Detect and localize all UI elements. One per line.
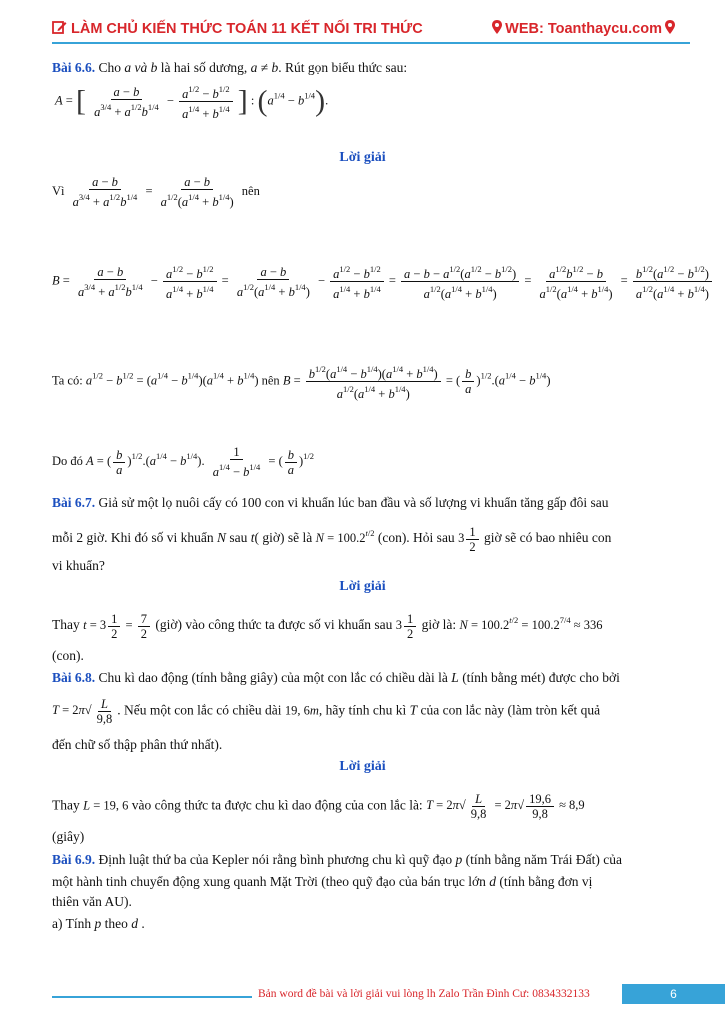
map-pin-icon bbox=[492, 20, 502, 38]
problem-6-9-line-3: thiên văn AU). bbox=[52, 894, 132, 909]
problem-6-9-line-2: một hành tinh chuyển động xung quanh Mặt Trời (theo quỹ đạo của bán trục lớn d (tính bằng đơn vị bbox=[52, 874, 593, 889]
problem-6-8-line-2: T = 2π√ $\frac{L}{9,8}$ . Nếu một con lắc có chiều dài 19, 6m, hãy tính chu kì T của con lắc này (làm tròn kết quả bbox=[52, 697, 601, 726]
problem-6-9-line-4: a) Tính p theo d . bbox=[52, 916, 145, 931]
problem-title: Bài 6.7. bbox=[52, 495, 96, 510]
header-title: LÀM CHỦ KIẾN THỨC TOÁN 11 KẾT NỐI TRI THỨC bbox=[71, 21, 423, 37]
edit-icon bbox=[52, 20, 67, 38]
problem-6-7-line-3: vi khuẩn? bbox=[52, 558, 105, 573]
problem-title: Bài 6.9. bbox=[52, 852, 96, 867]
solution-6-8-line-1: Thay L = 19, 6 vào công thức ta được chu kì dao động của con lắc là: T = 2π√ $\frac{L}{9,8}$ = 2π√ $\frac{19,6}{9,8}$ ≈ 8,9 bbox=[52, 792, 585, 821]
footer-divider bbox=[52, 996, 252, 998]
problem-6-8-line-3: đến chữ số thập phân thứ nhất). bbox=[52, 737, 223, 752]
footer-text: Bản word đề bài và lời giải vui lòng lh Zalo Trần Đình Cư: 0834332133 bbox=[258, 988, 590, 1000]
solution-heading: Lời giải bbox=[339, 150, 386, 165]
solution-6-7-line-2: (con). bbox=[52, 648, 84, 663]
solution-6-8-line-2: (giây) bbox=[52, 829, 85, 844]
solution-heading: Lời giải bbox=[339, 579, 386, 594]
formula-step-3: Ta có: $a^{1/2} - b^{1/2} = (a^{1/4} - b^{1/4})(a^{1/4} + b^{1/4})$ nên B = $\frac{b^{1/2}(a^{1/4} - b^{1/4})(a^{1/4} + b^{1/4})}{a^{1/2}(a^{1/4} + b^{1/4})}$ = ( $\frac{b}{a}$ )$^{1/2}.(a^{1/4} - b^{1/4})$ bbox=[52, 364, 551, 401]
header-website[interactable]: WEB: Toanthaycu.com bbox=[505, 21, 662, 37]
problem-6-9-line-1: Bài 6.9. Định luật thứ ba của Kepler nói rằng bình phương chu kì quỹ đạo p (tính bằng năm Trái Đất) của bbox=[52, 852, 622, 867]
formula-result: Do đó A = ( $\frac{b}{a}$ )$^{1/2}.(a^{1/4} - b^{1/4})$. $\frac{1}{a^{1/4} - b^{1/4}}$ = ( $\frac{b}{a}$ )$^{1/2}$ bbox=[52, 445, 315, 479]
solution-6-7-line-1: Thay t = 3 $\frac{1}{2}$ = $\frac{7}{2}$ (giờ) vào công thức ta được số vi khuẩn sau 3 $\frac{1}{2}$ giờ là: $N = 100.2^{t/2} = 100.2^{7/4} \approx 336$ bbox=[52, 611, 603, 641]
header-right[interactable] bbox=[492, 20, 675, 38]
header-left bbox=[52, 20, 423, 38]
problem-6-8-line-1: Bài 6.8. Chu kì dao động (tính bằng giây) của một con lắc có chiều dài là L (tính bằng mét) được cho bởi bbox=[52, 670, 620, 685]
formula-step-1: Vì $\frac{a - b}{a^{3/4} + a^{1/2}b^{1/4}}$ = $\frac{a - b}{a^{1/2}(a^{1/4} + b^{1/4})}$ nên bbox=[52, 175, 260, 209]
problem-6-7-line-2: mỗi 2 giờ. Khi đó số vi khuẩn N sau t( giờ) sẽ là $N = 100.2^{t/2}$ (con). Hỏi sau 3 $\frac{1}{2}$ giờ sẽ có bao nhiêu con bbox=[52, 524, 612, 554]
page-header bbox=[0, 10, 725, 42]
page-number: 6 bbox=[622, 984, 725, 1004]
problem-6-6-statement: Bài 6.6. Cho a và b là hai số dương, a ≠ b. Rút gọn biểu thức sau: bbox=[52, 60, 408, 75]
problem-title: Bài 6.6. bbox=[52, 60, 96, 75]
formula-A: A = [ $\frac{a - b}{a^{3/4} + a^{1/2}b^{1/4}}$ − $\frac{a^{1/2} - b^{1/2}}{a^{1/4} + b^{1/4}}$ ] : $(a^{1/4} - b^{1/4})$. bbox=[55, 84, 329, 121]
formula-B: B = $\frac{a - b}{a^{3/4} + a^{1/2}b^{1/4}}$ − $\frac{a^{1/2} - b^{1/2}}{a^{1/4} + b^{1/4}}$ = $\frac{a - b}{a^{1/2}(a^{1/4} + b^{1/4})}$ − $\frac{a^{1/2} - b^{1/2}}{a^{1/4} + b^{1/4}}$ = $\frac{a - b - a^{1/2}(a^{1/2} - b^{1/2})}{a^{1/2}(a^{1/4} + b^{1/4})}$ = $\frac{a^{1/2}b^{1/2} - b}{a^{1/2}(a^{1/4} + b^{1/4})}$ = $\frac{b^{1/2}(a^{1/2} - b^{1/2})}{a^{1/2}(a^{1/4} + b^{1/4})}$ bbox=[52, 262, 682, 301]
problem-6-7-line-1: Bài 6.7. Giả sử một lọ nuôi cấy có 100 con vi khuẩn lúc ban đầu và số lượng vi khuẩn tăng gấp đôi sau bbox=[52, 495, 609, 510]
solution-heading: Lời giải bbox=[339, 759, 386, 774]
map-pin-icon bbox=[665, 20, 675, 38]
header-divider bbox=[52, 42, 690, 44]
problem-title: Bài 6.8. bbox=[52, 670, 96, 685]
